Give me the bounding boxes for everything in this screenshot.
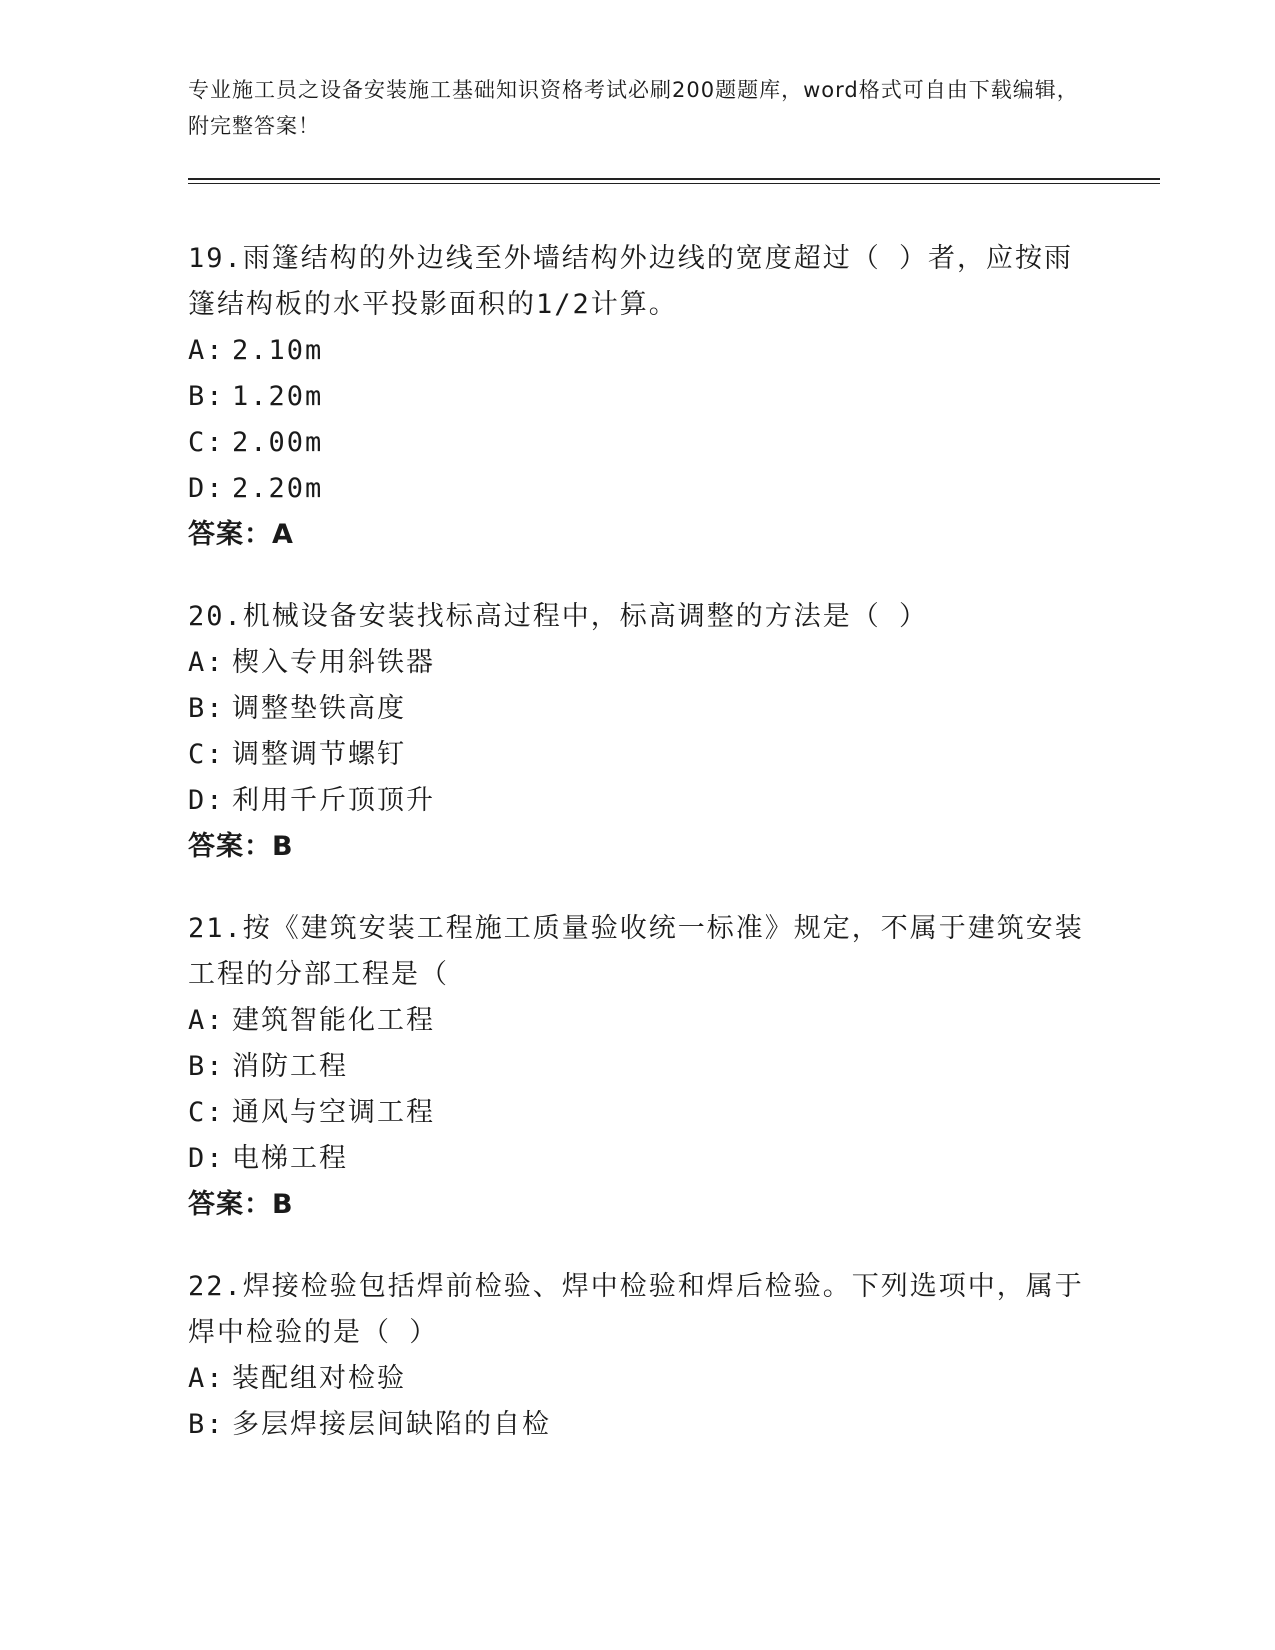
option-text: 1.20m: [232, 381, 324, 412]
option-text: 2.10m: [232, 335, 324, 366]
option-d: [188, 778, 1088, 824]
option-text: 2.20m: [232, 473, 324, 504]
option-d: [188, 466, 1088, 512]
option-letter: B:: [188, 1409, 225, 1440]
header-divider: [188, 178, 1160, 180]
option-letter: B:: [188, 1051, 225, 1082]
answer-line: 答案：A: [188, 519, 294, 550]
option-c: [188, 732, 1088, 778]
option-letter: B:: [188, 693, 225, 724]
answer-line: 答案：B: [188, 1189, 294, 1220]
option-d: [188, 1136, 1088, 1182]
option-a: [188, 998, 1088, 1044]
option-letter: D:: [188, 785, 225, 816]
question-list: [188, 236, 1088, 1484]
question-stem: 20.机械设备安装找标高过程中，标高调整的方法是（ ）: [188, 601, 929, 632]
option-text: 利用千斤顶顶升: [232, 785, 435, 816]
option-text: 建筑智能化工程: [232, 1005, 435, 1036]
question-20: [188, 594, 1088, 870]
option-letter: A:: [188, 1005, 225, 1036]
option-letter: A:: [188, 647, 225, 678]
question-stem: 21.按《建筑安装工程施工质量验收统一标准》规定，不属于建筑安装工程的分部工程是（: [188, 913, 1084, 990]
option-text: 2.00m: [232, 427, 324, 458]
option-text: 装配组对检验: [232, 1363, 406, 1394]
option-a: [188, 1356, 1088, 1402]
question-stem: 19.雨篷结构的外边线至外墙结构外边线的宽度超过（ ）者，应按雨篷结构板的水平投影面积的1/2计算。: [188, 243, 1074, 320]
option-text: 消防工程: [232, 1051, 348, 1082]
option-b: [188, 686, 1088, 732]
document-header: 专业施工员之设备安装施工基础知识资格考试必刷200题题库，word格式可自由下载编辑，附完整答案！: [188, 78, 1079, 138]
option-text: 楔入专用斜铁器: [232, 647, 435, 678]
option-letter: C:: [188, 739, 225, 770]
option-b: [188, 1044, 1088, 1090]
option-text: 电梯工程: [232, 1143, 348, 1174]
question-stem: 22.焊接检验包括焊前检验、焊中检验和焊后检验。下列选项中，属于焊中检验的是（ ）: [188, 1271, 1084, 1348]
question-22: [188, 1264, 1088, 1448]
option-letter: D:: [188, 473, 225, 504]
question-19: [188, 236, 1088, 558]
option-text: 通风与空调工程: [232, 1097, 435, 1128]
option-letter: A:: [188, 1363, 225, 1394]
option-text: 多层焊接层间缺陷的自检: [232, 1409, 551, 1440]
option-b: [188, 1402, 1088, 1448]
option-a: [188, 640, 1088, 686]
option-letter: D:: [188, 1143, 225, 1174]
header-divider-thin: [188, 183, 1160, 184]
option-b: [188, 374, 1088, 420]
option-letter: C:: [188, 1097, 225, 1128]
question-21: [188, 906, 1088, 1228]
option-c: [188, 1090, 1088, 1136]
option-text: 调整垫铁高度: [232, 693, 406, 724]
option-c: [188, 420, 1088, 466]
option-letter: C:: [188, 427, 225, 458]
option-a: [188, 328, 1088, 374]
option-letter: B:: [188, 381, 225, 412]
answer-line: 答案：B: [188, 831, 294, 862]
option-letter: A:: [188, 335, 225, 366]
option-text: 调整调节螺钉: [232, 739, 406, 770]
